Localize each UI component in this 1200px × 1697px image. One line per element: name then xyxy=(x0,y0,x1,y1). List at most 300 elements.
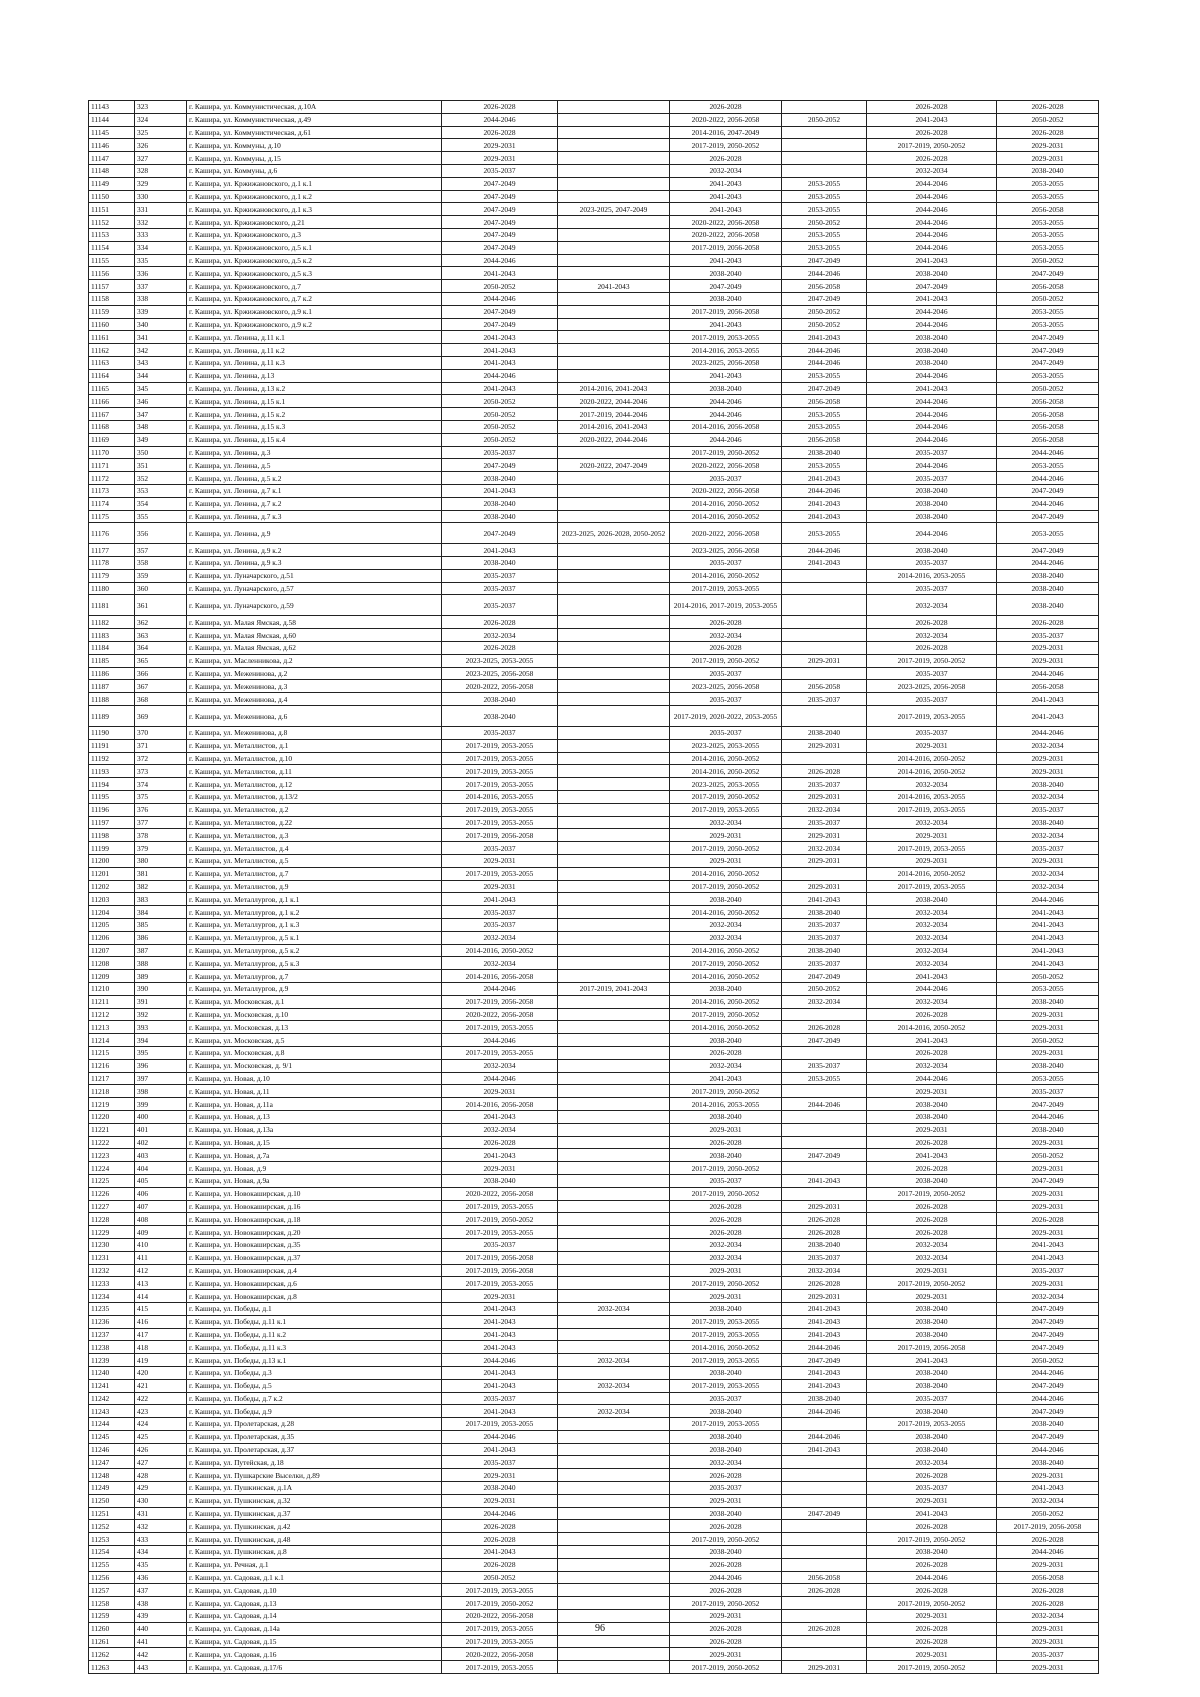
table-row xyxy=(89,1034,1099,1047)
table-cell: 2050-2052 xyxy=(442,280,558,293)
table-row xyxy=(89,356,1099,369)
table-cell: 2053-2055 xyxy=(782,190,867,203)
table-cell: 11178 xyxy=(89,557,135,570)
table-cell: 329 xyxy=(135,177,187,190)
table-cell: 2044-2046 xyxy=(442,292,558,305)
table-row xyxy=(89,778,1099,791)
table-cell: 2026-2028 xyxy=(670,642,782,655)
table-cell xyxy=(782,1187,867,1200)
table-cell: 2044-2046 xyxy=(867,228,997,241)
table-cell: г. Кашира, ул. Кржижановского, д.9 к.2 xyxy=(187,318,442,331)
table-row xyxy=(89,983,1099,996)
table-cell: 2044-2046 xyxy=(997,472,1099,485)
table-cell: 11181 xyxy=(89,595,135,616)
table-cell: 434 xyxy=(135,1546,187,1559)
table-cell: 352 xyxy=(135,472,187,485)
table-cell: 2017-2019, 2050-2052 xyxy=(670,1085,782,1098)
table-cell: 2038-2040 xyxy=(867,1405,997,1418)
table-cell: 11194 xyxy=(89,778,135,791)
table-row xyxy=(89,629,1099,642)
table-cell: 2026-2028 xyxy=(867,152,997,165)
table-cell: 11212 xyxy=(89,1008,135,1021)
table-row xyxy=(89,765,1099,778)
table-cell: 2029-2031 xyxy=(997,642,1099,655)
table-cell: 11143 xyxy=(89,101,135,114)
table-cell: г. Кашира, ул. Ленина, д.9 к.3 xyxy=(187,557,442,570)
table-cell: 2038-2040 xyxy=(867,497,997,510)
table-cell: г. Кашира, ул. Московская, д.5 xyxy=(187,1034,442,1047)
table-cell: г. Кашира, ул. Малая Ямская, д.62 xyxy=(187,642,442,655)
table-cell: 416 xyxy=(135,1315,187,1328)
table-cell: 2038-2040 xyxy=(670,1034,782,1047)
table-cell xyxy=(558,369,670,382)
table-cell: 2026-2028 xyxy=(670,1213,782,1226)
table-cell: 326 xyxy=(135,139,187,152)
table-cell: 2050-2052 xyxy=(997,1149,1099,1162)
table-cell: 11241 xyxy=(89,1379,135,1392)
table-cell: 2053-2055 xyxy=(997,1072,1099,1085)
table-cell xyxy=(558,1085,670,1098)
table-cell: 2032-2034 xyxy=(670,629,782,642)
table-cell: 2017-2019, 2053-2055 xyxy=(442,778,558,791)
table-cell: 2017-2019, 2053-2055 xyxy=(442,765,558,778)
table-cell: 2056-2058 xyxy=(997,408,1099,421)
table-cell: 403 xyxy=(135,1149,187,1162)
table-cell: 2050-2052 xyxy=(997,1034,1099,1047)
table-cell xyxy=(782,667,867,680)
table-row xyxy=(89,177,1099,190)
table-cell: 2041-2043 xyxy=(997,1238,1099,1251)
table-row xyxy=(89,1520,1099,1533)
table-cell: 356 xyxy=(135,523,187,544)
table-cell xyxy=(782,1046,867,1059)
table-cell: 2032-2034 xyxy=(867,919,997,932)
table-cell: 2056-2058 xyxy=(997,420,1099,433)
table-cell: 2047-2049 xyxy=(867,280,997,293)
table-cell: 425 xyxy=(135,1430,187,1443)
table-cell: 420 xyxy=(135,1366,187,1379)
table-row xyxy=(89,228,1099,241)
table-cell: 2044-2046 xyxy=(867,983,997,996)
table-cell: 11159 xyxy=(89,305,135,318)
table-cell xyxy=(782,101,867,114)
table-cell: 2035-2037 xyxy=(442,595,558,616)
table-cell: 2026-2028 xyxy=(867,1136,997,1149)
table-cell: 340 xyxy=(135,318,187,331)
table-cell: г. Кашира, ул. Металлистов, д.12 xyxy=(187,778,442,791)
table-cell: 2041-2043 xyxy=(442,382,558,395)
table-cell: 11148 xyxy=(89,164,135,177)
table-cell: 2044-2046 xyxy=(442,369,558,382)
table-cell: 2017-2019, 2053-2055 xyxy=(670,1315,782,1328)
table-cell: 11222 xyxy=(89,1136,135,1149)
table-cell: 364 xyxy=(135,642,187,655)
table-cell: 2041-2043 xyxy=(442,1405,558,1418)
table-cell: 2041-2043 xyxy=(670,369,782,382)
table-cell: г. Кашира, ул. Пушкарские Выселки, д.89 xyxy=(187,1469,442,1482)
table-cell xyxy=(558,1021,670,1034)
table-cell: г. Кашира, ул. Ленина, д.9 к.2 xyxy=(187,544,442,557)
table-cell: г. Кашира, ул. Меженинова, д.2 xyxy=(187,667,442,680)
table-cell: 2035-2037 xyxy=(670,472,782,485)
table-cell: 2035-2037 xyxy=(442,446,558,459)
table-cell: 2029-2031 xyxy=(670,1648,782,1661)
table-cell: г. Кашира, ул. Металлистов, д.11 xyxy=(187,765,442,778)
table-cell: 2032-2034 xyxy=(670,931,782,944)
table-cell: 402 xyxy=(135,1136,187,1149)
table-cell: 2038-2040 xyxy=(997,582,1099,595)
table-cell: 11205 xyxy=(89,919,135,932)
table-cell: г. Кашира, ул. Металлургов, д.1 к.2 xyxy=(187,906,442,919)
table-cell: 2038-2040 xyxy=(670,1546,782,1559)
table-cell xyxy=(558,1110,670,1123)
table-cell: 11175 xyxy=(89,510,135,523)
table-row xyxy=(89,1405,1099,1418)
table-cell: 11201 xyxy=(89,867,135,880)
table-cell: 2017-2019, 2053-2055 xyxy=(442,1046,558,1059)
table-cell: 2026-2028 xyxy=(442,126,558,139)
table-cell: 2023-2025, 2053-2055 xyxy=(670,778,782,791)
table-cell: 2035-2037 xyxy=(442,842,558,855)
table-cell: 2035-2037 xyxy=(867,693,997,706)
table-cell: 11226 xyxy=(89,1187,135,1200)
table-cell: 11234 xyxy=(89,1290,135,1303)
table-cell: 2035-2037 xyxy=(782,1059,867,1072)
table-cell: 2035-2037 xyxy=(442,582,558,595)
table-cell: 325 xyxy=(135,126,187,139)
table-cell: 2032-2034 xyxy=(867,816,997,829)
table-cell: 2032-2034 xyxy=(558,1405,670,1418)
table-row xyxy=(89,113,1099,126)
table-cell: 11249 xyxy=(89,1482,135,1495)
table-row xyxy=(89,739,1099,752)
table-cell: 346 xyxy=(135,395,187,408)
table-cell: 2038-2040 xyxy=(867,1546,997,1559)
table-cell: 2020-2022, 2056-2058 xyxy=(442,1008,558,1021)
table-cell xyxy=(782,1597,867,1610)
table-cell xyxy=(558,331,670,344)
table-cell: 2026-2028 xyxy=(867,1584,997,1597)
table-cell xyxy=(558,292,670,305)
table-cell: г. Кашира, ул. Ленина, д.3 xyxy=(187,446,442,459)
table-cell: 2047-2049 xyxy=(670,280,782,293)
table-cell: 2041-2043 xyxy=(442,544,558,557)
table-cell: 2038-2040 xyxy=(867,1302,997,1315)
table-cell xyxy=(558,1584,670,1597)
table-cell: 2026-2028 xyxy=(670,1558,782,1571)
table-cell: 2023-2025, 2056-2058 xyxy=(442,667,558,680)
table-row xyxy=(89,446,1099,459)
table-cell: 2044-2046 xyxy=(997,497,1099,510)
table-cell: 2050-2052 xyxy=(782,318,867,331)
table-cell: 2038-2040 xyxy=(782,1238,867,1251)
table-cell: 2032-2034 xyxy=(867,1238,997,1251)
table-cell: 344 xyxy=(135,369,187,382)
table-cell: г. Кашира, ул. Новокаширская, д.6 xyxy=(187,1277,442,1290)
table-cell xyxy=(558,1123,670,1136)
table-cell: 11153 xyxy=(89,228,135,241)
table-cell: 2038-2040 xyxy=(867,1430,997,1443)
table-cell: 335 xyxy=(135,254,187,267)
table-cell: 2017-2019, 2056-2058 xyxy=(442,1251,558,1264)
table-cell xyxy=(782,139,867,152)
table-cell xyxy=(558,706,670,727)
table-row xyxy=(89,1443,1099,1456)
table-cell: 2056-2058 xyxy=(782,1571,867,1584)
table-cell: 2023-2025, 2053-2055 xyxy=(442,654,558,667)
table-row xyxy=(89,433,1099,446)
table-cell: 2041-2043 xyxy=(782,497,867,510)
table-cell: 11262 xyxy=(89,1648,135,1661)
table-cell: 2014-2016, 2053-2055 xyxy=(867,569,997,582)
table-cell xyxy=(558,1251,670,1264)
table-row xyxy=(89,1123,1099,1136)
table-cell: 323 xyxy=(135,101,187,114)
table-cell: г. Кашира, ул. Коммуны, д.6 xyxy=(187,164,442,177)
table-cell xyxy=(782,616,867,629)
table-cell: 2041-2043 xyxy=(867,970,997,983)
table-cell: 2050-2052 xyxy=(997,254,1099,267)
table-cell: 2044-2046 xyxy=(867,216,997,229)
table-cell: 2014-2016, 2053-2055 xyxy=(670,1098,782,1111)
table-cell: г. Кашира, ул. Луначарского, д.51 xyxy=(187,569,442,582)
table-cell: 433 xyxy=(135,1533,187,1546)
table-cell: г. Кашира, ул. Коммунистическая, д.10А xyxy=(187,101,442,114)
table-cell: 2041-2043 xyxy=(442,344,558,357)
table-cell: 428 xyxy=(135,1469,187,1482)
table-cell xyxy=(558,829,670,842)
table-cell: 2047-2049 xyxy=(997,1098,1099,1111)
table-cell: г. Кашира, ул. Ленина, д.7 к.2 xyxy=(187,497,442,510)
table-row xyxy=(89,803,1099,816)
table-cell: 2038-2040 xyxy=(867,1379,997,1392)
table-cell: 2026-2028 xyxy=(867,1469,997,1482)
table-cell: 2032-2034 xyxy=(782,803,867,816)
table-cell xyxy=(782,164,867,177)
table-row xyxy=(89,318,1099,331)
table-cell: 410 xyxy=(135,1238,187,1251)
table-cell: 2014-2016, 2053-2055 xyxy=(442,791,558,804)
table-cell: 2035-2037 xyxy=(997,842,1099,855)
table-cell: 2038-2040 xyxy=(867,1315,997,1328)
table-cell: 2017-2019, 2050-2052 xyxy=(670,1162,782,1175)
table-cell xyxy=(558,957,670,970)
table-cell xyxy=(782,595,867,616)
table-cell: 2029-2031 xyxy=(997,1046,1099,1059)
table-cell: 431 xyxy=(135,1507,187,1520)
table-cell: 2038-2040 xyxy=(867,1443,997,1456)
table-cell: г. Кашира, ул. Победы, д.3 xyxy=(187,1366,442,1379)
table-cell: 2044-2046 xyxy=(997,557,1099,570)
table-cell: г. Кашира, ул. Садовая, д.16 xyxy=(187,1648,442,1661)
table-cell: 2044-2046 xyxy=(997,893,1099,906)
table-cell: г. Кашира, ул. Малая Ямская, д.58 xyxy=(187,616,442,629)
table-cell: г. Кашира, ул. Пушкинская, д.8 xyxy=(187,1546,442,1559)
table-cell: г. Кашира, ул. Пролетарская, д.37 xyxy=(187,1443,442,1456)
table-cell xyxy=(782,1162,867,1175)
table-cell: г. Кашира, ул. Кржижановского, д.7 к.2 xyxy=(187,292,442,305)
table-cell: 11258 xyxy=(89,1597,135,1610)
table-cell xyxy=(558,1610,670,1623)
table-cell: г. Кашира, ул. Кржижановского, д.5 к.3 xyxy=(187,267,442,280)
table-cell xyxy=(782,1546,867,1559)
table-cell: 2029-2031 xyxy=(782,829,867,842)
table-cell: 2047-2049 xyxy=(782,1149,867,1162)
table-cell: 2041-2043 xyxy=(782,472,867,485)
table-row xyxy=(89,1238,1099,1251)
table-row xyxy=(89,1251,1099,1264)
table-cell: 2035-2037 xyxy=(997,1264,1099,1277)
table-cell: 11162 xyxy=(89,344,135,357)
table-cell: 2023-2025, 2056-2058 xyxy=(670,544,782,557)
table-cell: г. Кашира, ул. Металлистов, д.7 xyxy=(187,867,442,880)
table-cell xyxy=(558,855,670,868)
table-cell: 406 xyxy=(135,1187,187,1200)
table-cell: 2017-2019, 2053-2055 xyxy=(442,816,558,829)
table-row xyxy=(89,791,1099,804)
table-cell: 2041-2043 xyxy=(997,706,1099,727)
table-cell: 2035-2037 xyxy=(782,957,867,970)
table-cell: г. Кашира, ул. Пушкинская, д.1А xyxy=(187,1482,442,1495)
table-cell: 11202 xyxy=(89,880,135,893)
table-cell xyxy=(558,680,670,693)
table-cell: 2047-2049 xyxy=(997,1430,1099,1443)
table-cell: 2017-2019, 2053-2055 xyxy=(670,331,782,344)
table-cell: 2044-2046 xyxy=(867,318,997,331)
table-cell: 324 xyxy=(135,113,187,126)
table-cell: 2017-2019, 2050-2052 xyxy=(670,957,782,970)
table-cell: 2044-2046 xyxy=(782,544,867,557)
table-row xyxy=(89,667,1099,680)
table-cell: 11155 xyxy=(89,254,135,267)
table-cell xyxy=(558,126,670,139)
table-row xyxy=(89,1610,1099,1623)
table-cell: 2044-2046 xyxy=(867,305,997,318)
table-cell: 371 xyxy=(135,739,187,752)
table-cell: 385 xyxy=(135,919,187,932)
table-cell: 2014-2016, 2047-2049 xyxy=(670,126,782,139)
table-cell: 2044-2046 xyxy=(997,727,1099,740)
table-cell: 2029-2031 xyxy=(442,1085,558,1098)
table-cell: 2038-2040 xyxy=(867,331,997,344)
table-cell: 2053-2055 xyxy=(997,318,1099,331)
table-cell: 2044-2046 xyxy=(867,459,997,472)
table-cell: г. Кашира, ул. Пушкинская, д.32 xyxy=(187,1494,442,1507)
table-row xyxy=(89,1315,1099,1328)
table-cell: 2020-2022, 2056-2058 xyxy=(442,680,558,693)
table-cell: 2026-2028 xyxy=(867,642,997,655)
table-cell: г. Кашира, ул. Московская, д. 9/1 xyxy=(187,1059,442,1072)
table-row xyxy=(89,557,1099,570)
table-cell xyxy=(782,629,867,642)
table-cell: 2032-2034 xyxy=(867,629,997,642)
table-cell xyxy=(558,595,670,616)
table-cell: 2017-2019, 2050-2052 xyxy=(867,1661,997,1674)
table-cell xyxy=(558,642,670,655)
table-cell: 2029-2031 xyxy=(867,1123,997,1136)
table-cell xyxy=(782,752,867,765)
table-cell xyxy=(558,1520,670,1533)
table-cell: 378 xyxy=(135,829,187,842)
table-cell: 11253 xyxy=(89,1533,135,1546)
table-cell: 2026-2028 xyxy=(782,1226,867,1239)
table-cell: 376 xyxy=(135,803,187,816)
table-cell: 368 xyxy=(135,693,187,706)
table-row xyxy=(89,1008,1099,1021)
table-row xyxy=(89,1059,1099,1072)
table-cell: г. Кашира, ул. Новокаширская, д.4 xyxy=(187,1264,442,1277)
table-cell: 440 xyxy=(135,1622,187,1635)
table-cell: 2029-2031 xyxy=(997,1635,1099,1648)
table-cell: 2029-2031 xyxy=(997,1277,1099,1290)
table-cell: 2026-2028 xyxy=(867,1622,997,1635)
table-cell: 11198 xyxy=(89,829,135,842)
table-cell: 2032-2034 xyxy=(867,944,997,957)
table-cell: г. Кашира, ул. Путейская, д.18 xyxy=(187,1456,442,1469)
table-cell: 11224 xyxy=(89,1162,135,1175)
table-cell: 2017-2019, 2050-2052 xyxy=(670,139,782,152)
table-cell: 2041-2043 xyxy=(670,177,782,190)
table-cell: 2047-2049 xyxy=(997,1341,1099,1354)
table-cell: 2053-2055 xyxy=(782,408,867,421)
table-cell: 2041-2043 xyxy=(867,1354,997,1367)
table-cell: 2041-2043 xyxy=(670,254,782,267)
table-cell: 11168 xyxy=(89,420,135,433)
table-cell: 2026-2028 xyxy=(782,1021,867,1034)
table-cell: 2026-2028 xyxy=(867,1520,997,1533)
table-cell: 2032-2034 xyxy=(442,1059,558,1072)
table-cell: 2041-2043 xyxy=(442,1149,558,1162)
table-cell xyxy=(558,356,670,369)
table-cell: 2044-2046 xyxy=(867,433,997,446)
table-cell: г. Кашира, ул. Новокаширская, д.16 xyxy=(187,1200,442,1213)
table-cell: 2029-2031 xyxy=(997,1008,1099,1021)
table-cell: 2056-2058 xyxy=(997,280,1099,293)
table-cell: 2038-2040 xyxy=(670,1443,782,1456)
table-cell: 11188 xyxy=(89,693,135,706)
table-row xyxy=(89,1226,1099,1239)
table-cell: 2050-2052 xyxy=(442,408,558,421)
table-cell xyxy=(558,1571,670,1584)
table-cell: 2044-2046 xyxy=(442,1072,558,1085)
table-cell: 2032-2034 xyxy=(867,595,997,616)
table-cell: 2050-2052 xyxy=(442,395,558,408)
table-cell: 2035-2037 xyxy=(670,667,782,680)
table-cell: 2035-2037 xyxy=(442,1238,558,1251)
table-cell: 11250 xyxy=(89,1494,135,1507)
table-row xyxy=(89,595,1099,616)
table-row xyxy=(89,816,1099,829)
table-cell xyxy=(558,1174,670,1187)
table-cell: 2017-2019, 2020-2022, 2053-2055 xyxy=(670,706,782,727)
table-cell: г. Кашира, ул. Ленина, д.15 к.3 xyxy=(187,420,442,433)
table-cell: 2053-2055 xyxy=(997,305,1099,318)
table-cell: 2044-2046 xyxy=(867,420,997,433)
table-cell: 351 xyxy=(135,459,187,472)
table-cell xyxy=(558,216,670,229)
table-cell: 2026-2028 xyxy=(670,1520,782,1533)
table-cell: 2020-2022, 2056-2058 xyxy=(670,484,782,497)
table-cell: г. Кашира, ул. Новая, д.13 xyxy=(187,1110,442,1123)
table-cell: 2017-2019, 2053-2055 xyxy=(670,1354,782,1367)
table-cell: 2029-2031 xyxy=(670,1610,782,1623)
table-cell: 2032-2034 xyxy=(867,995,997,1008)
table-cell: 2038-2040 xyxy=(867,1328,997,1341)
table-cell: 2032-2034 xyxy=(442,931,558,944)
table-cell: г. Кашира, ул. Московская, д.13 xyxy=(187,1021,442,1034)
table-cell xyxy=(558,842,670,855)
table-cell: 2044-2046 xyxy=(442,113,558,126)
